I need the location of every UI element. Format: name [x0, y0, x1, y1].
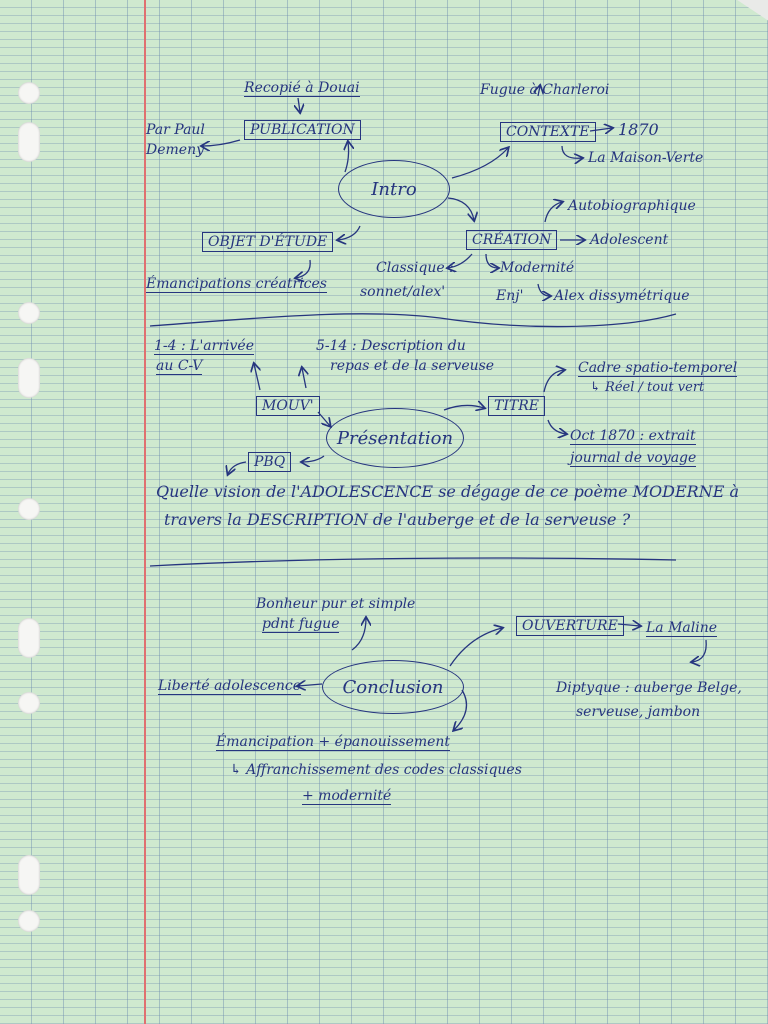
pbq-box: PBQ	[248, 452, 291, 472]
oct-note: Oct 1870 : extrait	[570, 428, 696, 444]
contexte-box: CONTEXTE	[500, 122, 596, 142]
alex-note: Alex dissymétrique	[554, 288, 690, 304]
creation-box: CRÉATION	[466, 230, 557, 250]
titre-box: TITRE	[488, 396, 545, 416]
mouv-part-b: au C-V	[156, 358, 203, 374]
year-note: 1870	[618, 120, 659, 139]
reel-note: ↳ Réel / tout vert	[590, 380, 705, 395]
presentation-title: Présentation	[336, 427, 454, 449]
pdnt-note: pdnt fugue	[262, 616, 340, 632]
autobio-note: Autobiographique	[568, 198, 696, 214]
presentation-bubble	[326, 408, 464, 468]
sonnet-note: sonnet/alex'	[360, 284, 446, 300]
liberte-note: Liberté adolescence	[158, 678, 302, 694]
objet-box: OBJET D'ÉTUDE	[202, 232, 333, 252]
emancipation-note: Émancipation + épanouissement	[216, 734, 451, 750]
maline-note: La Maline	[646, 620, 718, 636]
enj-note: Enj'	[496, 288, 524, 304]
demeny-note: Demeny	[146, 142, 204, 158]
conclusion-bubble	[322, 660, 464, 714]
problematique-line-2: travers la DESCRIPTION de l'auberge et de la serveuse ?	[164, 510, 631, 529]
maison-note: La Maison-Verte	[588, 150, 704, 166]
intro-title: Intro	[371, 178, 417, 200]
publication-box: PUBLICATION	[244, 120, 361, 140]
emancipations-note: Émancipations créatrices	[146, 276, 327, 292]
conclusion-title: Conclusion	[342, 676, 444, 698]
mouv-part-a: 1-4 : L'arrivée	[154, 338, 254, 354]
par-paul-note: Par Paul	[146, 122, 205, 138]
modernite-conclusion-note: + modernité	[302, 788, 392, 804]
desc-part-a: 5-14 : Description du	[316, 338, 466, 354]
intro-bubble	[338, 160, 450, 218]
fugue-note: Fugue à Charleroi	[480, 82, 610, 98]
desc-part-b: repas et de la serveuse	[330, 358, 495, 374]
bonheur-note: Bonheur pur et simple	[256, 596, 416, 612]
classique-note: Classique :	[376, 260, 454, 276]
adolescent-note: Adolescent	[590, 232, 669, 248]
mouv-box: MOUV'	[256, 396, 320, 416]
affranchissement-note: ↳ Affranchissement des codes classiques	[230, 762, 522, 778]
diptyque-note: Diptyque : auberge Belge,	[556, 680, 742, 696]
problematique-line-1: Quelle vision de l'ADOLESCENCE se dégage de ce poème MODERNE à	[156, 482, 739, 501]
cadre-note: Cadre spatio-temporel	[578, 360, 738, 376]
recopie-note: Recopié à Douai	[244, 80, 360, 96]
modernite-note: Modernité	[500, 260, 575, 276]
journal-note: journal de voyage	[570, 450, 697, 466]
serveuse-note: serveuse, jambon	[576, 704, 701, 720]
ouverture-box: OUVERTURE	[516, 616, 624, 636]
